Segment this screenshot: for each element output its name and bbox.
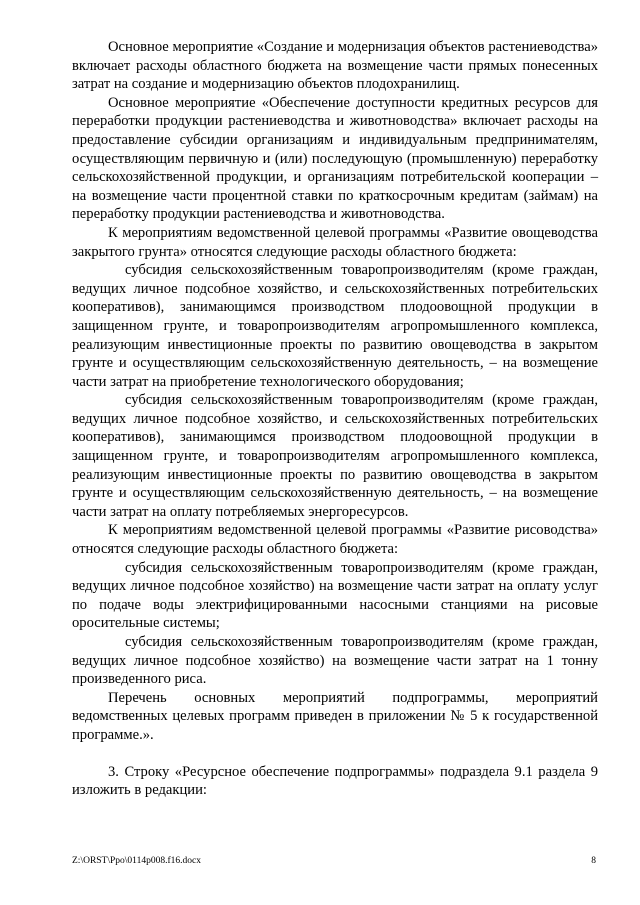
paragraph-rice-subsidy-water: субсидия сельскохозяйственным товаропроизводителям (кроме граждан, ведущих личное подсобное хозяйство) на возмещение части затрат на оплату услуг по подаче воды электрифицированными насосными станциями на рисовые оросительные системы;: [72, 559, 598, 632]
paragraph-rice-program-intro: К мероприятиям ведомственной целевой программы «Развитие рисоводства» относятся следующие расходы областного бюджета:: [72, 522, 598, 558]
footer-file-path: Z:\ORST\Ppo\0114p008.f16.docx: [72, 856, 201, 866]
paragraph-item-3-resource-provision: 3. Строку «Ресурсное обеспечение подпрограммы» подраздела 9.1 раздела 9 изложить в редакции:: [72, 763, 598, 799]
footer-page-number: 8: [591, 856, 596, 866]
paragraph-greenhouse-subsidy-energy: субсидия сельскохозяйственным товаропроизводителям (кроме граждан, ведущих личное подсобное хозяйство, и сельскохозяйственных потребительских кооперативов), занимающимся производством плодоовощной продукции в защищенном грунте, и товаропроизводителям агропромышленного комплекса, реализующим инвестиционные проекты по развитию овощеводства в закрытом грунте и осуществляющим сельскохозяйственную деятельность, – на возмещение части затрат на оплату потребляемых энергоресурсов.: [72, 392, 598, 520]
paragraph-greenhouse-program-intro: К мероприятиям ведомственной целевой программы «Развитие овощеводства закрытого грунта» относятся следующие расходы областного бюджета:: [72, 224, 598, 260]
paragraph-basic-event-crop-facilities: Основное мероприятие «Создание и модернизация объектов растениеводства» включает расходы областного бюджета на возмещение части прямых понесенных затрат на создание и модернизацию объектов плодохранилищ.: [72, 39, 598, 93]
paragraph-spacer: [72, 745, 598, 763]
document-body: [72, 38, 598, 800]
paragraph-list-of-events: Перечень основных мероприятий подпрограммы, мероприятий ведомственных целевых программ приведен в приложении № 5 к государственной программе.».: [72, 689, 598, 743]
paragraph-rice-subsidy-per-ton: субсидия сельскохозяйственным товаропроизводителям (кроме граждан, ведущих личное подсобное хозяйство) на возмещение части затрат на 1 тонну произведенного риса.: [72, 634, 598, 688]
paragraph-basic-event-credit-resources: Основное мероприятие «Обеспечение доступности кредитных ресурсов для переработки продукции растениеводства и животноводства» включает расходы на предоставление субсидии организациям и индивидуальным предпринимателям, осуществляющим первичную и (или) последующую (промышленную) переработку сельскохозяйственной продукции, и организациям потребительской кооперации – на возмещение части процентной ставки по краткосрочным кредитам (займам) на переработку продукции растениеводства и животноводства.: [72, 94, 598, 223]
paragraph-greenhouse-subsidy-equipment: субсидия сельскохозяйственным товаропроизводителям (кроме граждан, ведущих личное подсобное хозяйство, и сельскохозяйственных потребительских кооперативов), занимающимся производством плодоовощной продукции в защищенном грунте, и товаропроизводителям агропромышленного комплекса, реализующим инвестиционные проекты по развитию овощеводства в закрытом грунте и осуществляющим сельскохозяйственную деятельность, – на возмещение части затрат на приобретение технологического оборудования;: [72, 262, 598, 390]
